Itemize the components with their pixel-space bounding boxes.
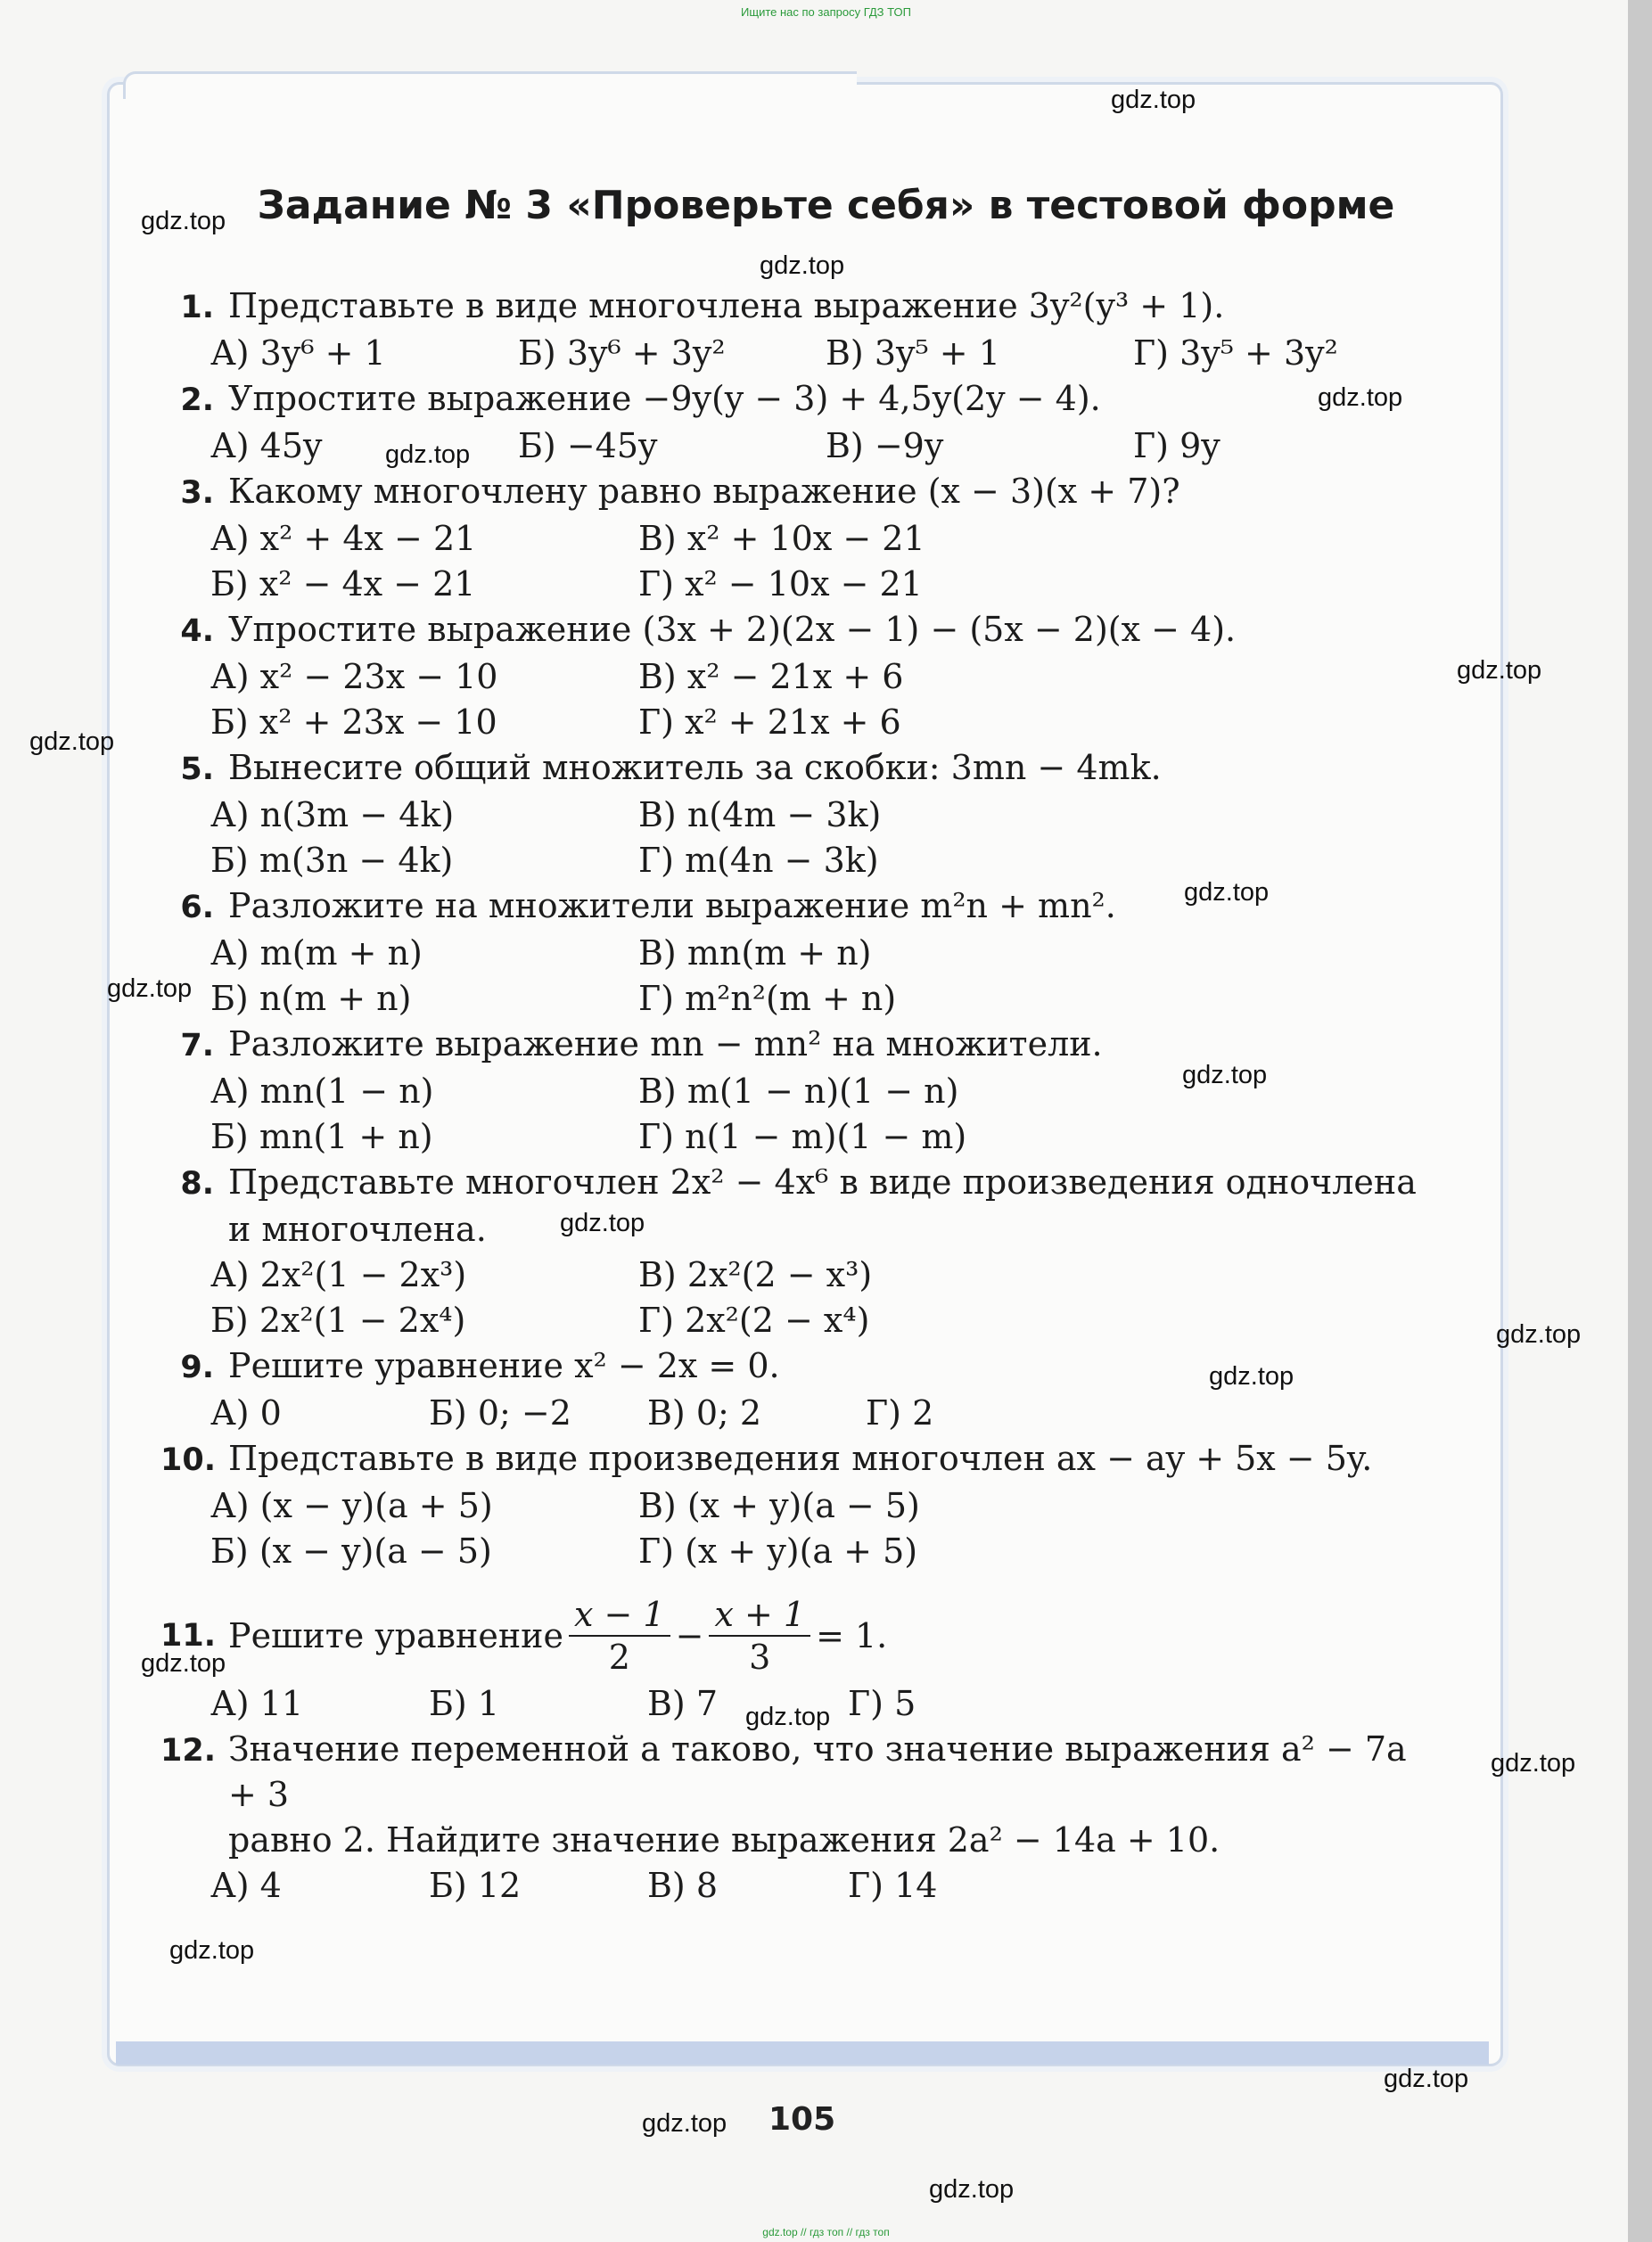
question-text: Решите уравнение x² − 2x = 0. [228,1346,780,1385]
question-text: Разложите на множители выражение m²n + mn². [228,886,1116,925]
question-text-continued: и многочлена. [228,1210,487,1249]
answer-option[interactable]: Б) (x − y)(a − 5) [210,1532,492,1571]
question-1 [160,283,1444,376]
question-4 [160,607,1444,745]
answer-option[interactable]: В) mn(m + n) [638,933,872,973]
answer-option[interactable]: В) n(4m − 3k) [638,795,882,834]
answer-option[interactable]: Б) 0; −2 [429,1393,571,1433]
answer-option[interactable]: Б) 1 [429,1684,500,1723]
answer-option[interactable]: В) 8 [647,1866,719,1905]
watermark: gdz.top [141,1649,226,1678]
answer-option[interactable]: Б) 12 [429,1866,522,1905]
equation-tail: = 1. [816,1615,888,1655]
watermark: gdz.top [1111,86,1196,114]
fraction-numerator: x + 1 [709,1594,810,1637]
answer-option[interactable]: Б) x² − 4x − 21 [210,564,476,604]
question-number: 5. [180,751,214,787]
answer-option[interactable]: Г) m(4n − 3k) [638,841,879,880]
answer-option[interactable]: Г) m²n²(m + n) [638,979,897,1018]
question-text: Решите уравнение [228,1615,563,1655]
bottom-note: gdz.top // гдз топ // гдз топ [762,2226,890,2238]
answer-option[interactable]: Б) 3y⁶ + 3y² [518,333,726,373]
fraction-numerator: x − 1 [569,1594,670,1637]
watermark: gdz.top [642,2109,727,2138]
answer-options [160,654,1444,745]
answer-option[interactable]: Г) 5 [848,1684,916,1723]
question-number: 10. [160,1442,217,1478]
question-12 [160,1727,1444,1909]
card-bottom-strip [116,2041,1489,2065]
answer-option[interactable]: Б) mn(1 + n) [210,1117,433,1156]
answer-options [160,931,1444,1022]
watermark: gdz.top [929,2175,1015,2204]
question-text: Разложите выражение mn − mn² на множители. [228,1024,1103,1064]
question-number: 4. [180,613,214,649]
watermark: gdz.top [385,440,471,469]
top-note: Ищите нас по запросу ГДЗ ТОП [741,5,911,19]
question-number: 2. [180,382,214,418]
watermark: gdz.top [1384,2065,1469,2093]
page-title: Задание № 3 «Проверьте себя» в тестовой форме [257,183,1395,228]
answer-option[interactable]: А) 2x²(1 − 2x³) [210,1255,467,1294]
question-8 [160,1160,1444,1343]
fraction-2 [709,1594,810,1678]
question-3 [160,469,1444,607]
answer-option[interactable]: Г) (x + y)(a + 5) [638,1532,918,1571]
answer-option[interactable]: А) 3y⁶ + 1 [210,333,386,373]
answer-option[interactable]: Г) 9y [1133,426,1221,465]
answer-option[interactable]: В) m(1 − n)(1 − n) [638,1072,959,1111]
question-number: 8. [180,1166,214,1202]
answer-option[interactable]: В) (x + y)(a − 5) [638,1486,920,1525]
watermark: gdz.top [1491,1749,1576,1778]
answer-option[interactable]: Г) 14 [848,1866,938,1905]
watermark: gdz.top [1184,878,1270,907]
questions-list [160,283,1444,1909]
question-5 [160,745,1444,883]
watermark: gdz.top [560,1209,645,1237]
watermark: gdz.top [107,974,193,1003]
page-edge-shadow [1628,0,1652,2242]
question-text: Какому многочлену равно выражение (x − 3)(x + 7)? [228,472,1180,511]
question-text: Упростите выражение (3x + 2)(2x − 1) − (5x − 2)(x − 4). [228,610,1237,649]
answer-option[interactable]: Б) n(m + n) [210,979,412,1018]
answer-option[interactable]: А) 11 [210,1684,304,1723]
question-text: Представьте в виде многочлена выражение 3y²(y³ + 1). [228,286,1225,325]
answer-option[interactable]: А) m(m + n) [210,933,423,973]
watermark: gdz.top [1496,1320,1582,1349]
question-text: Упростите выражение −9y(y − 3) + 4,5y(2y − 4). [228,379,1101,418]
question-number: 9. [180,1350,214,1385]
watermark: gdz.top [1457,656,1542,685]
answer-option[interactable]: Б) m(3n − 4k) [210,841,454,880]
answer-option[interactable]: В) 7 [647,1684,719,1723]
minus-sign: − [675,1615,704,1655]
question-text-continued: равно 2. Найдите значение выражения 2a² − 14a + 10. [228,1820,1221,1860]
answer-options [160,1863,1444,1909]
watermark: gdz.top [169,1936,255,1965]
watermark: gdz.top [1182,1061,1268,1089]
answer-options [160,423,1444,469]
question-text: Представьте многочлен 2x² − 4x⁶ в виде произведения одночлена [228,1162,1417,1202]
question-text: Вынесите общий множитель за скобки: 3mn − 4mk. [228,748,1162,787]
answer-option[interactable]: В) −9y [826,426,944,465]
answer-option[interactable]: В) 0; 2 [647,1393,762,1433]
answer-option[interactable]: А) x² − 23x − 10 [210,657,498,696]
answer-option[interactable]: В) x² + 10x − 21 [638,519,925,558]
answer-option[interactable]: Г) 2 [866,1393,934,1433]
answer-options [160,1252,1444,1343]
question-number: 3. [180,475,214,511]
answer-option[interactable]: Б) −45y [518,426,658,465]
fraction-1 [569,1594,670,1678]
answer-option[interactable]: Б) x² + 23x − 10 [210,702,497,742]
fraction-denominator: 3 [749,1638,771,1677]
fraction-denominator: 2 [608,1638,630,1677]
question-text: Значение переменной a таково, что значение выражения a² − 7a + 3 [228,1729,1407,1814]
answer-option[interactable]: Г) n(1 − m)(1 − m) [638,1117,967,1156]
answer-option[interactable]: А) 4 [210,1866,282,1905]
question-number: 7. [180,1028,214,1064]
watermark: gdz.top [141,207,226,235]
question-7 [160,1022,1444,1160]
answer-option[interactable]: Г) x² + 21x + 6 [638,702,901,742]
answer-option[interactable]: В) 2x²(2 − x³) [638,1255,873,1294]
answer-option[interactable]: Г) 2x²(2 − x⁴) [638,1301,870,1340]
task-card-tab [123,71,857,99]
answer-options [160,1391,1444,1436]
answer-option[interactable]: А) n(3m − 4k) [210,795,455,834]
question-10 [160,1436,1444,1574]
page-number: 105 [768,2101,836,2138]
watermark: gdz.top [1209,1362,1294,1391]
answer-option[interactable]: А) 0 [210,1393,282,1433]
answer-option[interactable]: А) x² + 4x − 21 [210,519,477,558]
watermark: gdz.top [29,727,115,756]
answer-options [160,793,1444,883]
answer-options [160,516,1444,607]
answer-option[interactable]: В) x² − 21x + 6 [638,657,904,696]
watermark: gdz.top [1318,383,1403,412]
watermark: gdz.top [745,1703,831,1731]
answer-option[interactable]: А) (x − y)(a + 5) [210,1486,493,1525]
question-number: 6. [180,890,214,925]
question-text: Представьте в виде произведения многочлен ax − ay + 5x − 5y. [228,1439,1373,1478]
answer-option[interactable]: Г) 3y⁵ + 3y² [1133,333,1338,373]
answer-option[interactable]: А) mn(1 − n) [210,1072,434,1111]
question-number: 1. [180,290,214,325]
answer-option[interactable]: Г) x² − 10x − 21 [638,564,923,604]
answer-option[interactable]: А) 45y [210,426,323,465]
question-number: 11. [160,1617,217,1654]
watermark: gdz.top [760,251,845,280]
question-number: 12. [160,1733,217,1769]
answer-option[interactable]: Б) 2x²(1 − 2x⁴) [210,1301,466,1340]
answer-options [160,1483,1444,1574]
answer-options [160,331,1444,376]
answer-option[interactable]: В) 3y⁵ + 1 [826,333,1000,373]
question-2 [160,376,1444,469]
